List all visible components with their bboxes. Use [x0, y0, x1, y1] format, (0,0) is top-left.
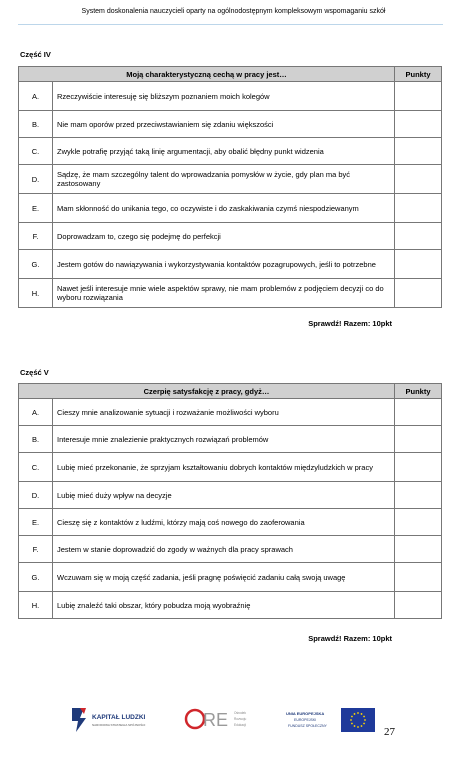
table-row [19, 279, 442, 308]
row-statement: Lubię mieć przekonanie, że sprzyjam kształtowaniu dobrych kontaktów międzyludzkich w pracy [53, 453, 395, 482]
points-cell[interactable] [395, 82, 442, 111]
row-statement: Wczuwam się w moją część zadania, jeśli pragnę poświęcić zadaniu całą swoją uwagę [53, 563, 395, 592]
row-letter: G. [19, 563, 53, 592]
footer [0, 700, 467, 740]
row-letter: C. [19, 453, 53, 482]
row-letter: A. [19, 399, 53, 426]
eu-star-icon [363, 716, 365, 718]
table-row [19, 82, 442, 111]
points-cell[interactable] [395, 165, 442, 194]
eu-star-icon [361, 713, 363, 715]
logo2-sub-1: Ośrodek [234, 711, 247, 715]
eu-star-icon [361, 725, 363, 727]
eu-flag-icon [341, 708, 375, 732]
part-v-table [18, 383, 442, 619]
logo3-line-2: EUROPEJSKI [294, 718, 317, 722]
row-statement: Lubię mieć duży wpływ na decyzje [53, 482, 395, 509]
part-iv-summary: Sprawdź! Razem: 10pkt [308, 319, 392, 328]
logo1-title: KAPITAŁ LUDZKI [92, 714, 146, 721]
part-iv-table [18, 66, 442, 308]
table-header-row [19, 384, 442, 399]
points-cell[interactable] [395, 536, 442, 563]
eu-star-icon [351, 716, 353, 718]
row-statement: Cieszy mnie analizowanie sytuacji i rozważanie możliwości wyboru [53, 399, 395, 426]
table-row [19, 223, 442, 250]
points-cell[interactable] [395, 509, 442, 536]
row-letter: B. [19, 426, 53, 453]
header-divider [18, 24, 443, 25]
points-cell[interactable] [395, 138, 442, 165]
row-statement: Nie mam oporów przed przeciwstawianiem się zdaniu większości [53, 111, 395, 138]
row-letter: A. [19, 82, 53, 111]
points-cell[interactable] [395, 592, 442, 619]
row-letter: H. [19, 592, 53, 619]
eu-star-icon [357, 726, 359, 728]
table-row [19, 536, 442, 563]
points-header: Punkty [395, 384, 442, 399]
table-row [19, 194, 442, 223]
row-statement: Nawet jeśli interesuje mnie wiele aspektów sprawy, nie mam problemów z podjęciem decyzji co do wyboru rozwiązania [53, 279, 395, 308]
table-heading: Czerpię satysfakcję z pracy, gdyż… [19, 384, 395, 399]
row-letter: F. [19, 536, 53, 563]
table-row [19, 563, 442, 592]
row-letter: H. [19, 279, 53, 308]
row-letter: D. [19, 482, 53, 509]
points-cell[interactable] [395, 279, 442, 308]
eu-star-icon [351, 723, 353, 725]
table-heading: Moją charakterystyczną cechą w pracy jest… [19, 67, 395, 82]
row-statement: Jestem w stanie doprowadzić do zgody w ważnych dla pracy sprawach [53, 536, 395, 563]
row-statement: Lubię znaleźć taki obszar, który pobudza moją wyobraźnię [53, 592, 395, 619]
part-iv-label: Część IV [20, 50, 51, 59]
table-row [19, 250, 442, 279]
points-cell[interactable] [395, 111, 442, 138]
row-letter: F. [19, 223, 53, 250]
table-header-row [19, 67, 442, 82]
points-cell[interactable] [395, 250, 442, 279]
eu-star-icon [364, 719, 366, 721]
row-statement: Zwykle potrafię przyjąć taką linię argumentacji, aby obalić błędny punkt widzenia [53, 138, 395, 165]
eu-logo [286, 706, 381, 736]
points-cell[interactable] [395, 223, 442, 250]
row-statement: Rzeczywiście interesuję się bliższym poznaniem moich kolegów [53, 82, 395, 111]
logo3-line-1: UNIA EUROPEJSKA [286, 711, 325, 716]
row-statement: Cieszę się z kontaktów z ludźmi, którzy mają coś nowego do zaoferowania [53, 509, 395, 536]
page-number: 27 [384, 726, 395, 738]
table-row [19, 592, 442, 619]
points-cell[interactable] [395, 563, 442, 592]
row-statement: Sądzę, że mam szczególny talent do wprowadzania pomysłów w życie, gdy plan ma być zastosowany [53, 165, 395, 194]
row-statement: Mam skłonność do unikania tego, co oczywiste i do zaskakiwania czymś niespodziewanym [53, 194, 395, 223]
points-header: Punkty [395, 67, 442, 82]
row-letter: E. [19, 509, 53, 536]
part-v-summary: Sprawdź! Razem: 10pkt [308, 634, 392, 643]
logo3-line-3: FUNDUSZ SPOŁECZNY [288, 724, 327, 728]
table-row [19, 165, 442, 194]
points-cell[interactable] [395, 426, 442, 453]
logo2-sub-3: Edukacji [234, 723, 247, 727]
eu-star-icon [363, 723, 365, 725]
eu-star-icon [357, 712, 359, 714]
part-v-label: Część V [20, 368, 49, 377]
row-statement: Jestem gotów do nawiązywania i wykorzystywania kontaktów pozagrupowych, jeśli to potrzebne [53, 250, 395, 279]
points-cell[interactable] [395, 453, 442, 482]
table-row [19, 482, 442, 509]
row-letter: G. [19, 250, 53, 279]
logo2-title-rest: RE [203, 710, 229, 730]
points-cell[interactable] [395, 399, 442, 426]
eu-star-icon [350, 719, 352, 721]
row-letter: E. [19, 194, 53, 223]
table-row [19, 453, 442, 482]
document-header: System doskonalenia nauczycieli oparty na ogólnodostępnym kompleksowym wspomaganiu szkół [81, 8, 386, 15]
row-statement: Interesuje mnie znalezienie praktycznych rozwiązań problemów [53, 426, 395, 453]
table-row [19, 426, 442, 453]
table-row [19, 138, 442, 165]
row-letter: C. [19, 138, 53, 165]
ore-logo [184, 706, 264, 736]
table-row [19, 111, 442, 138]
row-statement: Doprowadzam to, czego się podejmę do perfekcji [53, 223, 395, 250]
eu-star-icon [354, 725, 356, 727]
table-row [19, 399, 442, 426]
logo2-sub-2: Rozwoju [234, 717, 247, 721]
points-cell[interactable] [395, 482, 442, 509]
table-row [19, 509, 442, 536]
logo1-subtitle: NARODOWA STRATEGIA SPÓJNOŚCI [92, 723, 146, 727]
row-letter: D. [19, 165, 53, 194]
row-letter: B. [19, 111, 53, 138]
points-cell[interactable] [395, 194, 442, 223]
kapital-ludzki-logo [70, 704, 160, 734]
eu-star-icon [354, 713, 356, 715]
